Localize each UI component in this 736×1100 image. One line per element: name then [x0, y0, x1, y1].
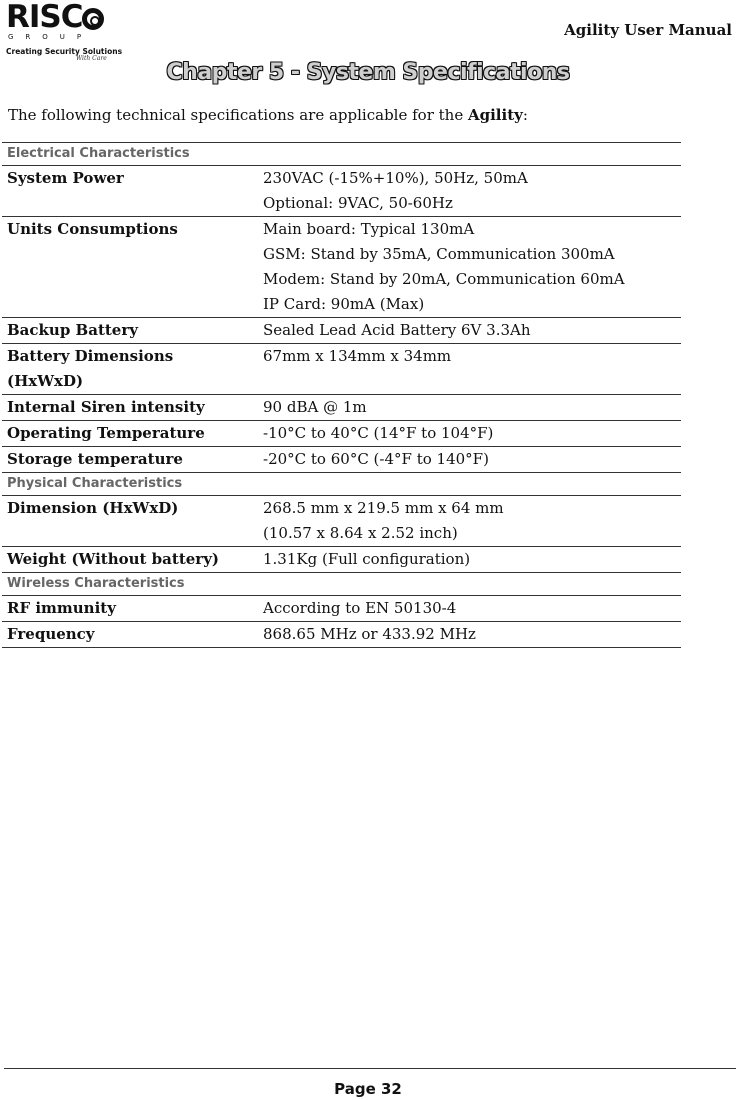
spec-value	[258, 622, 681, 648]
spec-value-line: 868.65 MHz or 433.92 MHz	[263, 625, 476, 643]
spec-value	[258, 547, 681, 573]
spec-row	[2, 166, 681, 217]
risco-logo	[6, 2, 131, 62]
spec-value-line: Modem: Stand by 20mA, Communication 60mA	[263, 270, 625, 288]
spec-label: Battery Dimensions (HxWxD)	[2, 344, 258, 395]
spec-label: RF immunity	[2, 596, 258, 622]
spec-value-line: 230VAC (-15%+10%), 50Hz, 50mA	[263, 169, 528, 187]
spec-value-line: IP Card: 90mA (Max)	[263, 295, 425, 313]
specifications-table	[2, 142, 681, 648]
section-title: Physical Characteristics	[2, 473, 681, 496]
spec-label: System Power	[2, 166, 258, 217]
logo-group-text: GROUP	[8, 33, 94, 41]
spec-value-line: 268.5 mm x 219.5 mm x 64 mm	[263, 499, 504, 517]
spec-label: Weight (Without battery)	[2, 547, 258, 573]
logo-swirl-icon	[82, 8, 104, 30]
spec-row	[2, 318, 681, 344]
chapter-title: Chapter 5 - System Specifications	[166, 60, 570, 85]
footer-divider	[4, 1068, 736, 1069]
spec-row	[2, 395, 681, 421]
spec-value-line: (10.57 x 8.64 x 2.52 inch)	[263, 524, 458, 542]
logo-subtagline: With Care	[76, 55, 107, 62]
spec-label: Internal Siren intensity	[2, 395, 258, 421]
spec-row	[2, 622, 681, 648]
logo-text: RISC	[6, 0, 83, 35]
spec-value	[258, 318, 681, 344]
spec-row	[2, 421, 681, 447]
spec-value	[258, 395, 681, 421]
section-title: Electrical Characteristics	[2, 143, 681, 166]
spec-label: Operating Temperature	[2, 421, 258, 447]
spec-row	[2, 217, 681, 318]
spec-value-line: GSM: Stand by 35mA, Communication 300mA	[263, 245, 615, 263]
spec-value	[258, 344, 681, 395]
spec-row	[2, 496, 681, 547]
spec-value-line: 67mm x 134mm x 34mm	[263, 347, 452, 365]
intro-paragraph	[8, 106, 528, 124]
spec-label: Frequency	[2, 622, 258, 648]
spec-value	[258, 596, 681, 622]
spec-value	[258, 447, 681, 473]
spec-row	[2, 344, 681, 395]
spec-row	[2, 547, 681, 573]
spec-value	[258, 217, 681, 318]
logo-tagline: Creating Security Solutions	[6, 47, 123, 56]
section-header-row	[2, 143, 681, 166]
spec-value-line: 1.31Kg (Full configuration)	[263, 550, 471, 568]
spec-row	[2, 596, 681, 622]
spec-value	[258, 421, 681, 447]
specifications-body	[2, 143, 681, 648]
spec-value-line: 90 dBA @ 1m	[263, 398, 367, 416]
spec-value-line: Optional: 9VAC, 50-60Hz	[263, 194, 453, 212]
intro-suffix: :	[522, 106, 528, 124]
section-title: Wireless Characteristics	[2, 573, 681, 596]
spec-value-line: Sealed Lead Acid Battery 6V 3.3Ah	[263, 321, 531, 339]
spec-value-line: -10°C to 40°C (14°F to 104°F)	[263, 424, 494, 442]
spec-label: Backup Battery	[2, 318, 258, 344]
spec-row	[2, 447, 681, 473]
spec-label: Storage temperature	[2, 447, 258, 473]
spec-value-line: According to EN 50130-4	[263, 599, 457, 617]
spec-label: Dimension (HxWxD)	[2, 496, 258, 547]
section-header-row	[2, 473, 681, 496]
spec-value	[258, 496, 681, 547]
intro-text: The following technical specifications are applicable for the	[8, 106, 468, 124]
product-name: Agility	[467, 106, 523, 124]
manual-title: Agility User Manual	[564, 21, 732, 39]
spec-value-line: -20°C to 60°C (-4°F to 140°F)	[263, 450, 489, 468]
page-number: Page 32	[334, 1080, 402, 1098]
spec-value-line: Main board: Typical 130mA	[263, 220, 475, 238]
spec-value	[258, 166, 681, 217]
spec-label: Units Consumptions	[2, 217, 258, 318]
section-header-row	[2, 573, 681, 596]
